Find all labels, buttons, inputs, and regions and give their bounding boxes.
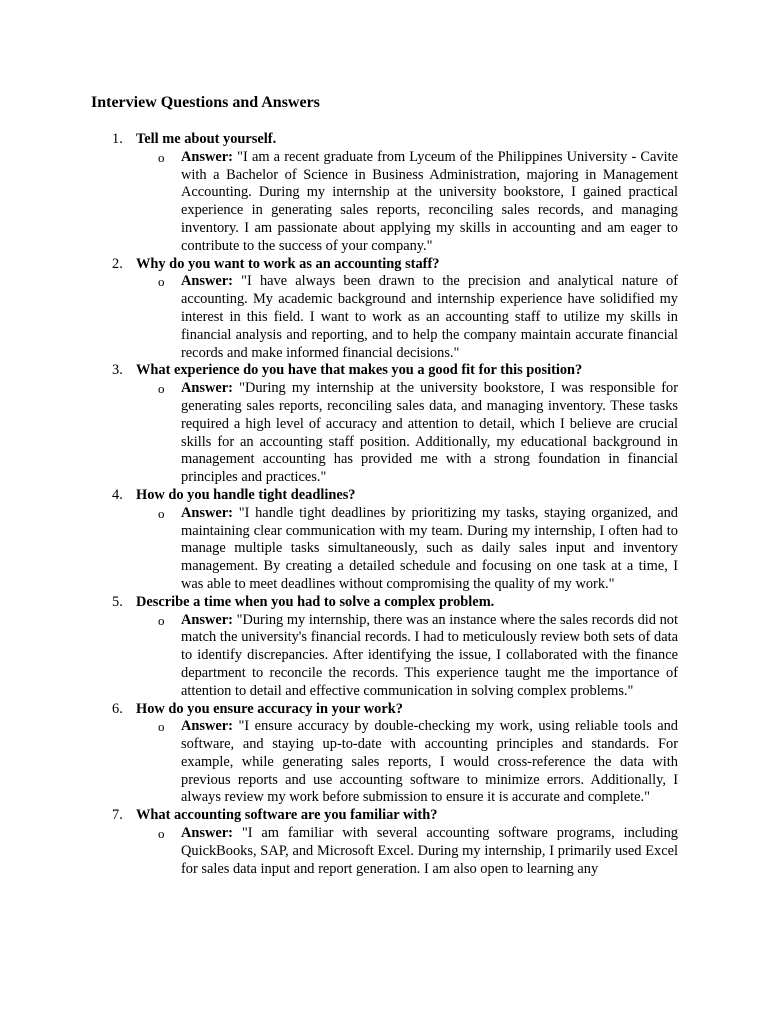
question-number: 7. [112, 807, 123, 824]
list-item [91, 807, 678, 878]
question-number: 2. [112, 255, 123, 272]
answer-text: "I ensure accuracy by double-checking my work, using reliable tools and software, and staying up-to-date with accounting principles and standards. For example, while generating sales reports, I would cross-reference the data with previous reports and use accounting software to minimize errors. Additionally, I always review my work before submission to ensure it is accurate and complete." [181, 718, 678, 806]
list-item [91, 487, 678, 594]
question-text: Why do you want to work as an accounting staff? [136, 255, 440, 272]
document-title: Interview Questions and Answers [91, 94, 320, 111]
question-number: 5. [112, 593, 123, 610]
question-text: Describe a time when you had to solve a complex problem. [136, 593, 495, 610]
bullet-icon: o [158, 274, 165, 290]
list-item [91, 594, 678, 701]
question-text: What experience do you have that makes you a good fit for this position? [136, 362, 583, 379]
bullet-icon: o [158, 149, 165, 165]
answer-block [136, 505, 678, 594]
answer-label: Answer: [181, 380, 233, 397]
question-text: What accounting software are you familiar with? [136, 807, 438, 824]
answer-block [136, 273, 678, 362]
bullet-icon: o [158, 505, 165, 521]
answer-block [136, 149, 678, 256]
question-number: 6. [112, 700, 123, 717]
answer-block [136, 825, 678, 878]
answer-label: Answer: [181, 504, 233, 521]
answer-label: Answer: [181, 611, 233, 628]
question-number: 1. [112, 131, 123, 147]
answer-text: "I am familiar with several accounting software programs, including QuickBooks, SAP, and Microsoft Excel. During my internship, I primarily used Excel for sales data input and report generation. I am also open to learning any [181, 825, 678, 877]
bullet-icon: o [158, 612, 165, 628]
list-item [91, 701, 678, 808]
answer-text: "During my internship, there was an instance where the sales records did not match the university's financial records. I had to meticulously review both sets of data to identify discrepancies. After identifying the issue, I collaborated with the finance department to reconcile the records. This experience taught me the importance of attention to detail and effective communication in solving complex problems." [181, 611, 678, 699]
bullet-icon: o [158, 381, 165, 397]
list-item [91, 362, 678, 487]
question-number: 4. [112, 486, 123, 503]
question-text: Tell me about yourself. [136, 131, 277, 147]
answer-text: "I have always been drawn to the precision and analytical nature of accounting. My academic background and internship experience have solidified my interest in this field. I want to work as an accounting staff to utilize my skills in financial analysis and reporting, and to help the company maintain accurate financial records and make informed financial decisions." [181, 273, 678, 361]
answer-label: Answer: [181, 273, 233, 290]
question-text: How do you handle tight deadlines? [136, 486, 356, 503]
question-text: How do you ensure accuracy in your work? [136, 700, 403, 717]
answer-block [136, 718, 678, 807]
question-number: 3. [112, 362, 123, 379]
answer-block [136, 380, 678, 487]
answer-label: Answer: [181, 148, 233, 165]
answer-label: Answer: [181, 825, 233, 842]
list-item [91, 256, 678, 363]
answer-block [136, 612, 678, 701]
answer-text: "I am a recent graduate from Lyceum of the Philippines University - Cavite with a Bachelor of Science in Business Administration, majoring in Management Accounting. During my internship at the university bookstore, I gained practical experience in generating sales reports, reconciling sales records, and managing inventory. I am passionate about applying my skills in accounting and am eager to contribute to the success of your company." [181, 148, 678, 254]
list-item [91, 131, 678, 256]
bullet-icon: o [158, 826, 165, 842]
qa-list [91, 131, 678, 878]
bullet-icon: o [158, 719, 165, 735]
answer-label: Answer: [181, 718, 233, 735]
answer-text: "During my internship at the university bookstore, I was responsible for generating sales reports, reconciling sales data, and managing inventory. These tasks required a high level of accuracy and attention to detail, which I believe are crucial skills for an accounting staff position. Additionally, my educational background in management accounting has provided me with a strong foundation in financial principles and practices." [181, 380, 678, 486]
answer-text: "I handle tight deadlines by prioritizing my tasks, staying organized, and maintaining clear communication with my team. During my internship, I often had to manage multiple tasks simultaneously, such as daily sales input and inventory management. By creating a detailed schedule and focusing on one task at a time, I was able to meet deadlines without compromising the quality of my work." [181, 504, 678, 592]
